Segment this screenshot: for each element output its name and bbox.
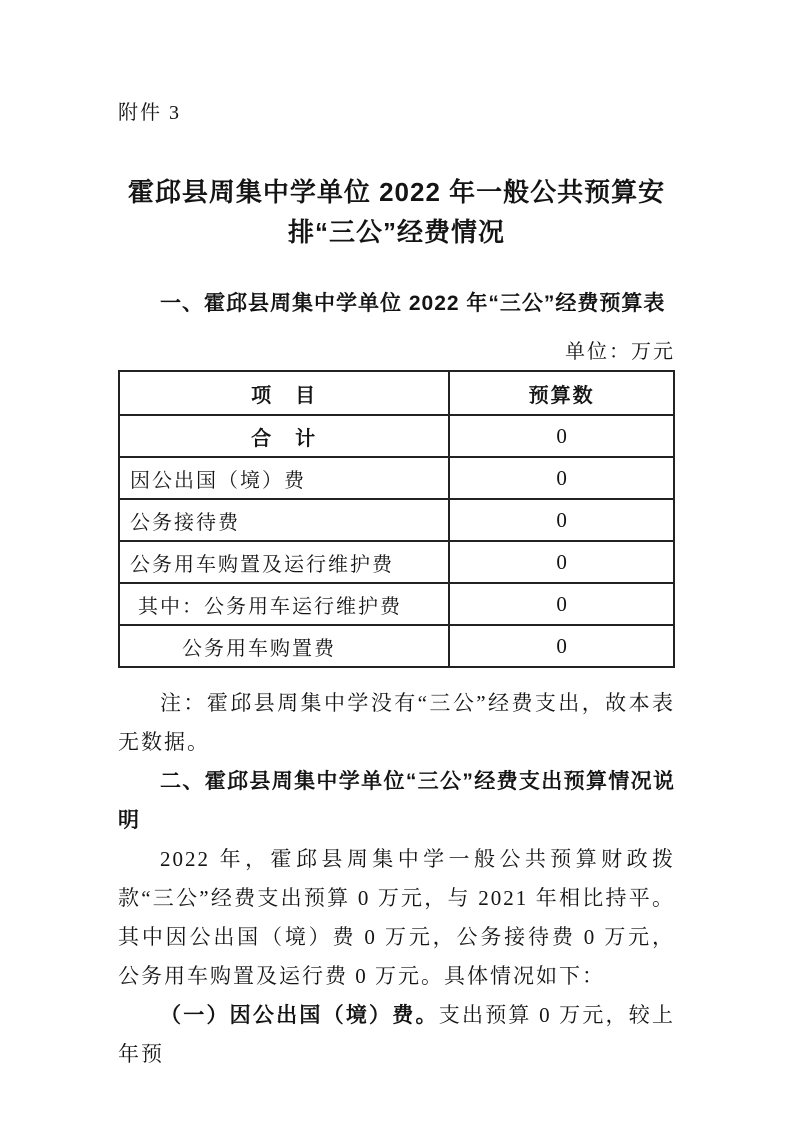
- row-item-value: 0: [449, 625, 674, 667]
- section1-heading: 一、霍邱县周集中学单位 2022 年“三公”经费预算表: [160, 292, 666, 315]
- row-item-value: 0: [449, 583, 674, 625]
- table-row-vehicle-operation: [119, 583, 674, 625]
- table-row-vehicle-total: [119, 541, 674, 583]
- row-item-value: 0: [449, 541, 674, 583]
- table-row-vehicle-purchase: [119, 625, 674, 667]
- row-item-value: 0: [449, 415, 674, 457]
- row-item-label: 其中：公务用车运行维护费: [119, 583, 449, 625]
- budget-table: [118, 370, 675, 668]
- table-header-row: [119, 371, 674, 415]
- table-header-item: 项 目: [119, 371, 449, 415]
- unit-label: 单位：万元: [565, 341, 675, 363]
- table-row-total: [119, 415, 674, 457]
- row-item-label: 公务用车购置及运行维护费: [119, 541, 449, 583]
- table-row-reception: [119, 499, 674, 541]
- row-item-label: 公务用车购置费: [119, 625, 449, 667]
- item1-label: （一）因公出国（境）费。: [160, 1004, 439, 1027]
- attachment-label: 附件 3: [118, 102, 181, 124]
- document-title: 霍邱县周集中学单位 2022 年一般公共预算安排“三公”经费情况: [127, 177, 666, 247]
- section2-heading: 二、霍邱县周集中学单位“三公”经费支出预算情况说明: [118, 770, 675, 832]
- row-item-label: 因公出国（境）费: [119, 457, 449, 499]
- row-item-label: 公务接待费: [119, 499, 449, 541]
- row-item-value: 0: [449, 499, 674, 541]
- table-note: 注：霍邱县周集中学没有“三公”经费支出，故本表无数据。: [118, 691, 675, 754]
- section2-paragraph: 2022 年，霍邱县周集中学一般公共预算财政拨款“三公”经费支出预算 0 万元，与 2021 年相比持平。其中因公出国（境）费 0 万元，公务接待费 0 万元，公务用车购置及运行费 0 万元。具体情况如下：: [118, 847, 675, 988]
- table-header-budget: 预算数: [449, 371, 674, 415]
- item1-paragraph: [118, 996, 675, 1074]
- table-row-abroad: [119, 457, 674, 499]
- item1-text: 支出预算 0 万元，较上年预: [118, 1003, 676, 1066]
- row-item-value: 0: [449, 457, 674, 499]
- row-item-label: 合 计: [119, 415, 449, 457]
